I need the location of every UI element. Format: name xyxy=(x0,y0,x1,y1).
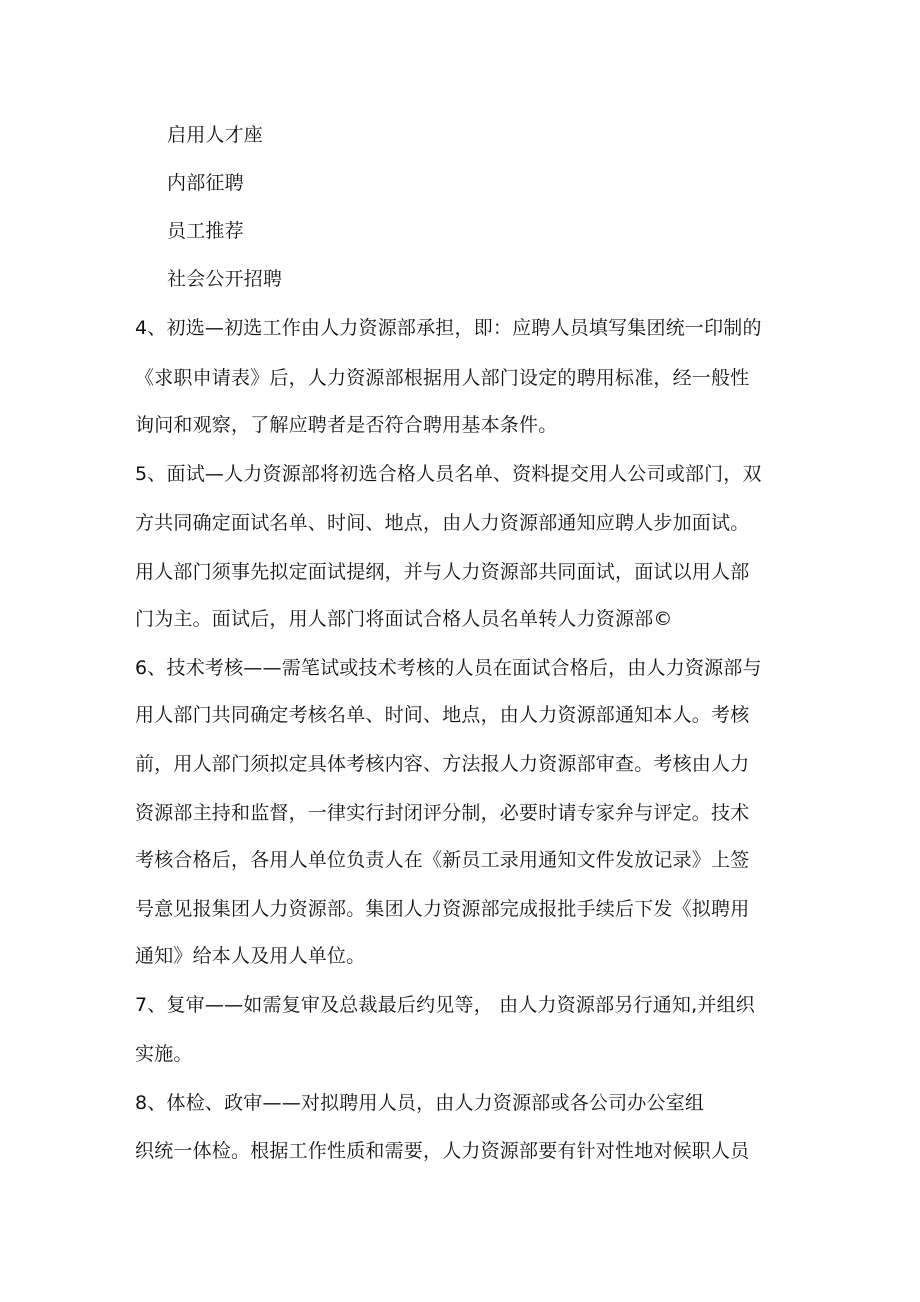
text-line: 用人部门共同确定考核名单、时间、地点，由人力资源部通知本人。考核 xyxy=(135,704,750,726)
text-line: 门为主。面试后，用人部门将面试合格人员名单转人力资源部© xyxy=(135,608,673,630)
text-line: 用人部门须事先拟定面试提纲，并与人力资源部共同面试，面试以用人部 xyxy=(135,561,750,583)
method-item: 员工推荐 xyxy=(167,220,244,242)
text-line: 前，用人部门须拟定具体考核内容、方法报人力资源部审查。考核由人力 xyxy=(135,753,750,775)
text-line: 通知》给本人及用人单位。 xyxy=(135,945,366,967)
text-line: 织统一体检。根据工作性质和需要，人力资源部要有针对性地对候职人员 xyxy=(135,1140,750,1162)
method-item: 内部征聘 xyxy=(167,172,244,194)
text-line: 7、复审——如需复审及总裁最后约见等， 由人力资源部另行通知,并组织 xyxy=(135,994,755,1016)
text-line: 实施。 xyxy=(135,1043,193,1065)
text-line: 方共同确定面试名单、时间、地点，由人力资源部通知应聘人步加面试。 xyxy=(135,512,750,534)
method-item: 社会公开招聘 xyxy=(167,268,283,290)
text-line: 资源部主持和监督，一律实行封闭评分制，必要时请专家弁与评定。技术 xyxy=(135,802,750,824)
text-line: 8、体检、政审——对拟聘用人员，由人力资源部或各公司办公室组 xyxy=(135,1092,705,1114)
text-line: 6、技术考核——需笔试或技术考核的人员在面试合格后，由人力资源部与 xyxy=(135,657,762,679)
text-line: 4、初选—初选工作由人力资源部承担，即：应聘人员填写集团统一印制的 xyxy=(135,317,762,339)
text-line: 《求职申请表》后，人力资源部根据用人部门设定的聘用标准，经一般性 xyxy=(135,367,750,389)
text-line: 号意见报集团人力资源部。集团人力资源部完成报批手续后下发《拟聘用 xyxy=(135,898,750,920)
method-item: 启用人才座 xyxy=(167,124,264,146)
text-line: 考核合格后，各用人单位负责人在《新员工录用通知文件发放记录》上签 xyxy=(135,849,750,871)
text-line: 询问和观察，了解应聘者是否符合聘用基本条件。 xyxy=(135,414,558,436)
text-line: 5、面试—人力资源部将初选合格人员名单、资料提交用人公司或部门，双 xyxy=(135,463,762,485)
